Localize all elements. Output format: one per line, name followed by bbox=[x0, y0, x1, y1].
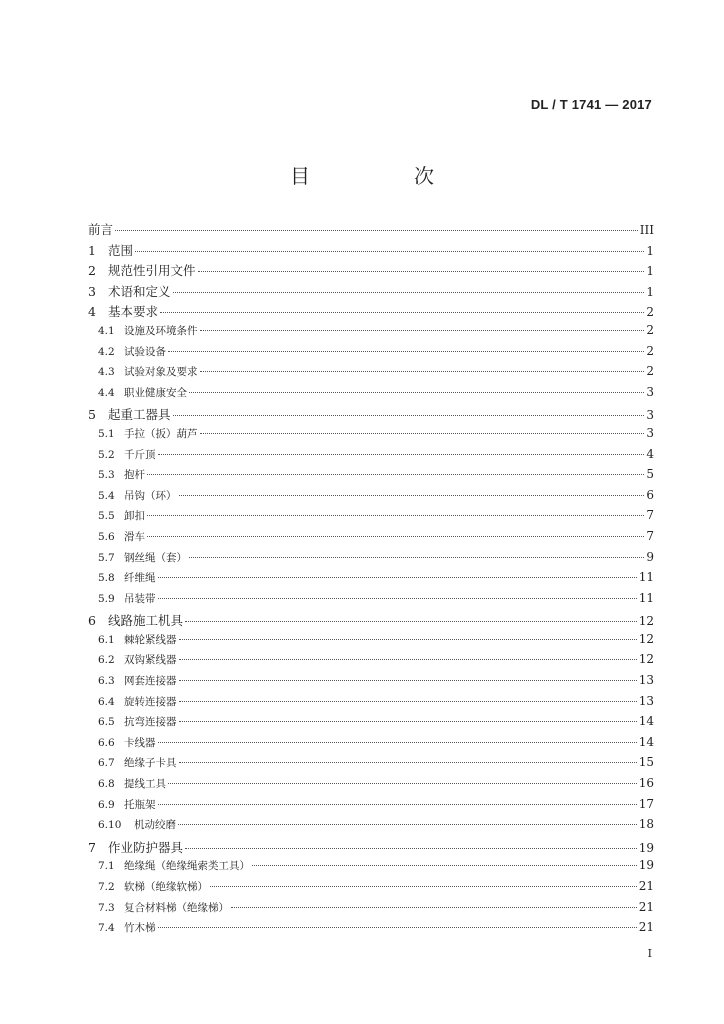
toc-entry-label: 旋转连接器 bbox=[124, 695, 177, 708]
toc-dot-leader bbox=[179, 701, 637, 702]
toc-entry-label: 设施及环境条件 bbox=[124, 324, 198, 337]
toc-entry-label: 卡线器 bbox=[124, 736, 156, 749]
toc-entry-label: 千斤顶 bbox=[124, 448, 156, 461]
toc-entry-label: 手拉（扳）葫芦 bbox=[124, 427, 198, 440]
toc-entry-label: 基本要求 bbox=[108, 304, 159, 320]
toc-dot-leader bbox=[168, 783, 637, 784]
toc-entry[interactable] bbox=[88, 632, 654, 653]
page-number: I bbox=[647, 947, 652, 960]
toc-dot-leader bbox=[173, 415, 645, 416]
toc-entry[interactable] bbox=[88, 920, 654, 941]
toc-entry-label: 作业防护器具 bbox=[108, 839, 184, 855]
toc-entry-page: 21 bbox=[638, 879, 654, 893]
toc-entry-label: 试验对象及要求 bbox=[124, 366, 198, 379]
toc-entry-number: 5.6 bbox=[98, 530, 115, 543]
toc-entry[interactable] bbox=[88, 673, 654, 694]
toc-entry-number: 4.1 bbox=[98, 324, 115, 337]
toc-entry-label: 机动绞磨 bbox=[134, 819, 176, 832]
toc-entry[interactable] bbox=[88, 529, 654, 550]
toc-entry-number: 7.4 bbox=[98, 922, 115, 935]
toc-entry-page: 4 bbox=[646, 446, 654, 461]
toc-entry-page: 14 bbox=[638, 714, 654, 729]
toc-dot-leader bbox=[231, 907, 637, 908]
toc-entry-label: 竹木梯 bbox=[124, 922, 156, 935]
toc-entry-number: 5 bbox=[88, 407, 96, 423]
toc-entry-page: 18 bbox=[638, 817, 654, 832]
toc-entry[interactable] bbox=[88, 817, 654, 838]
toc-entry[interactable] bbox=[88, 550, 654, 571]
toc-entry-page: 17 bbox=[638, 796, 654, 811]
toc-entry-number: 6 bbox=[88, 613, 96, 629]
toc-entry[interactable] bbox=[88, 652, 654, 673]
toc-entry[interactable] bbox=[88, 735, 654, 756]
toc-entry-number: 6.9 bbox=[98, 798, 115, 811]
toc-entry[interactable] bbox=[88, 776, 654, 797]
toc-entry-label: 滑车 bbox=[124, 530, 145, 543]
toc-entry-number: 4 bbox=[88, 304, 96, 320]
toc-entry[interactable] bbox=[88, 467, 654, 488]
table-of-contents bbox=[88, 220, 654, 941]
toc-entry[interactable] bbox=[88, 879, 654, 900]
toc-entry-page: 1 bbox=[646, 284, 654, 299]
toc-entry-number: 7 bbox=[88, 839, 96, 855]
toc-dot-leader bbox=[115, 230, 638, 231]
toc-entry-label: 卸扣 bbox=[124, 510, 145, 523]
toc-entry-label: 棘轮紧线器 bbox=[124, 633, 177, 646]
toc-dot-leader bbox=[158, 742, 637, 743]
toc-entry-number: 6.3 bbox=[98, 675, 115, 688]
standard-code: DL / T 1741 — 2017 bbox=[530, 97, 652, 112]
toc-entry[interactable] bbox=[88, 591, 654, 612]
toc-entry-page: 5 bbox=[646, 467, 654, 482]
toc-entry[interactable] bbox=[88, 220, 654, 241]
toc-entry-page: 3 bbox=[646, 425, 654, 440]
toc-entry-label: 双钩紧线器 bbox=[124, 654, 177, 667]
toc-entry[interactable] bbox=[88, 714, 654, 735]
toc-entry-page: 12 bbox=[638, 631, 654, 646]
toc-entry[interactable] bbox=[88, 282, 654, 303]
toc-entry-number: 5.9 bbox=[98, 592, 115, 605]
toc-dot-leader bbox=[173, 292, 645, 293]
toc-dot-leader bbox=[147, 474, 644, 475]
toc-entry-number: 4.2 bbox=[98, 345, 115, 358]
toc-entry-page: 2 bbox=[646, 305, 654, 320]
toc-entry-page: 21 bbox=[638, 920, 654, 935]
toc-entry-label: 提线工具 bbox=[124, 778, 166, 791]
toc-entry-label: 复合材料梯（绝缘梯） bbox=[124, 901, 229, 914]
toc-entry-page: 14 bbox=[638, 734, 654, 749]
toc-entry-label: 职业健康安全 bbox=[124, 386, 187, 399]
toc-entry-number: 7.3 bbox=[98, 901, 115, 914]
toc-dot-leader bbox=[158, 804, 637, 805]
toc-entry-page: 7 bbox=[646, 528, 654, 543]
toc-entry-number: 6.7 bbox=[98, 757, 115, 770]
toc-entry-page: 19 bbox=[638, 858, 654, 873]
toc-entry-page: 2 bbox=[646, 343, 654, 358]
toc-dot-leader bbox=[179, 495, 645, 496]
toc-entry-page: 1 bbox=[646, 243, 654, 258]
toc-dot-leader bbox=[185, 848, 637, 849]
toc-entry-page: 9 bbox=[646, 549, 654, 564]
toc-entry-page: 2 bbox=[646, 364, 654, 379]
toc-entry-page: 16 bbox=[638, 776, 654, 791]
toc-entry-number: 6.5 bbox=[98, 716, 115, 729]
toc-entry[interactable] bbox=[88, 858, 654, 879]
toc-entry-page: 12 bbox=[638, 652, 654, 667]
toc-entry-number: 6.6 bbox=[98, 736, 115, 749]
toc-entry-page: 15 bbox=[638, 755, 654, 770]
toc-entry-number: 1 bbox=[88, 242, 96, 258]
toc-dot-leader bbox=[185, 621, 637, 622]
toc-entry-label: 绝缘子卡具 bbox=[124, 757, 177, 770]
toc-entry[interactable] bbox=[88, 797, 654, 818]
toc-entry-number: 5.4 bbox=[98, 489, 115, 502]
toc-entry-label: 范围 bbox=[108, 242, 134, 258]
toc-entry[interactable] bbox=[88, 426, 654, 447]
toc-entry-label: 试验设备 bbox=[124, 345, 166, 358]
toc-dot-leader bbox=[252, 865, 637, 866]
toc-entry-page: 1 bbox=[646, 264, 654, 279]
toc-entry[interactable] bbox=[88, 900, 654, 921]
toc-entry-number: 7.1 bbox=[98, 860, 115, 873]
toc-entry-page: 11 bbox=[638, 570, 654, 585]
toc-entry-page: 7 bbox=[646, 508, 654, 523]
toc-entry-label: 纤维绳 bbox=[124, 572, 156, 585]
toc-entry-label: 线路施工机具 bbox=[108, 613, 184, 629]
toc-dot-leader bbox=[168, 351, 644, 352]
toc-dot-leader bbox=[147, 515, 644, 516]
toc-entry-label: 网套连接器 bbox=[124, 675, 177, 688]
toc-entry-number: 5.8 bbox=[98, 572, 115, 585]
toc-entry-number: 5.1 bbox=[98, 427, 115, 440]
toc-entry-number: 2 bbox=[88, 263, 96, 279]
toc-entry[interactable] bbox=[88, 344, 654, 365]
toc-entry[interactable] bbox=[88, 488, 654, 509]
toc-dot-leader bbox=[210, 886, 637, 887]
toc-entry[interactable] bbox=[88, 405, 654, 426]
toc-entry-page: 19 bbox=[638, 840, 654, 855]
toc-entry-label: 规范性引用文件 bbox=[108, 263, 196, 279]
toc-dot-leader bbox=[158, 598, 637, 599]
toc-dot-leader bbox=[158, 577, 637, 578]
toc-entry[interactable] bbox=[88, 241, 654, 262]
toc-entry-number: 5.7 bbox=[98, 551, 115, 564]
toc-entry[interactable] bbox=[88, 323, 654, 344]
toc-entry-number: 7.2 bbox=[98, 881, 115, 893]
toc-entry[interactable] bbox=[88, 755, 654, 776]
toc-entry-number: 4.4 bbox=[98, 386, 115, 399]
toc-entry-number: 6.2 bbox=[98, 654, 115, 667]
toc-entry-label: 起重工器具 bbox=[108, 407, 171, 423]
toc-dot-leader bbox=[178, 824, 637, 825]
toc-entry-number: 6.1 bbox=[98, 633, 115, 646]
toc-dot-leader bbox=[158, 454, 645, 455]
toc-entry-page: 11 bbox=[638, 590, 654, 605]
toc-entry-label: 抱杆 bbox=[124, 469, 145, 482]
toc-entry-page: 13 bbox=[638, 693, 654, 708]
toc-entry-page: 3 bbox=[646, 384, 654, 399]
toc-entry[interactable] bbox=[88, 508, 654, 529]
toc-entry-label: 软梯（绝缘软梯） bbox=[124, 881, 208, 893]
toc-dot-leader bbox=[189, 557, 644, 558]
toc-entry-number: 5.5 bbox=[98, 510, 115, 523]
toc-dot-leader bbox=[147, 536, 644, 537]
toc-dot-leader bbox=[179, 639, 637, 640]
toc-entry-page: 3 bbox=[646, 408, 654, 423]
toc-entry-label: 吊钩（环） bbox=[124, 489, 177, 502]
toc-entry[interactable] bbox=[88, 838, 654, 859]
toc-entry-label: 术语和定义 bbox=[108, 283, 171, 299]
toc-dot-leader bbox=[158, 927, 637, 928]
toc-dot-leader bbox=[135, 251, 644, 252]
toc-entry[interactable] bbox=[88, 364, 654, 385]
toc-dot-leader bbox=[200, 371, 645, 372]
page-title: 目 次 bbox=[290, 164, 476, 188]
toc-entry-page: 6 bbox=[646, 487, 654, 502]
toc-entry-number: 4.3 bbox=[98, 366, 115, 379]
toc-entry[interactable] bbox=[88, 385, 654, 406]
toc-dot-leader bbox=[189, 392, 644, 393]
toc-entry-number: 6.8 bbox=[98, 778, 115, 791]
toc-entry[interactable] bbox=[88, 570, 654, 591]
toc-dot-leader bbox=[198, 271, 645, 272]
toc-dot-leader bbox=[160, 312, 644, 313]
toc-entry-page: III bbox=[639, 223, 654, 237]
toc-dot-leader bbox=[179, 680, 637, 681]
toc-entry-label: 抗弯连接器 bbox=[124, 716, 177, 729]
toc-entry-label: 吊装带 bbox=[124, 592, 156, 605]
toc-entry-page: 2 bbox=[646, 322, 654, 337]
toc-dot-leader bbox=[200, 330, 645, 331]
toc-entry[interactable] bbox=[88, 447, 654, 468]
toc-entry[interactable] bbox=[88, 611, 654, 632]
toc-entry-label: 托瓶架 bbox=[124, 798, 156, 811]
toc-dot-leader bbox=[179, 659, 637, 660]
toc-entry[interactable] bbox=[88, 261, 654, 282]
toc-entry-page: 13 bbox=[638, 673, 654, 688]
toc-entry-number: 6.10 bbox=[98, 819, 122, 832]
toc-entry-page: 12 bbox=[638, 614, 654, 629]
toc-entry-number: 5.2 bbox=[98, 448, 115, 461]
toc-entry[interactable] bbox=[88, 694, 654, 715]
toc-dot-leader bbox=[200, 433, 645, 434]
toc-dot-leader bbox=[179, 762, 637, 763]
toc-dot-leader bbox=[179, 721, 637, 722]
toc-entry[interactable] bbox=[88, 302, 654, 323]
toc-entry-number: 3 bbox=[88, 283, 96, 299]
toc-entry-number: 5.3 bbox=[98, 469, 115, 482]
toc-entry-label: 绝缘绳（绝缘绳索类工具） bbox=[124, 860, 250, 873]
toc-entry-page: 21 bbox=[638, 899, 654, 914]
toc-entry-label: 前言 bbox=[88, 222, 114, 237]
toc-entry-label: 钢丝绳（套） bbox=[124, 551, 187, 564]
toc-entry-number: 6.4 bbox=[98, 695, 115, 708]
